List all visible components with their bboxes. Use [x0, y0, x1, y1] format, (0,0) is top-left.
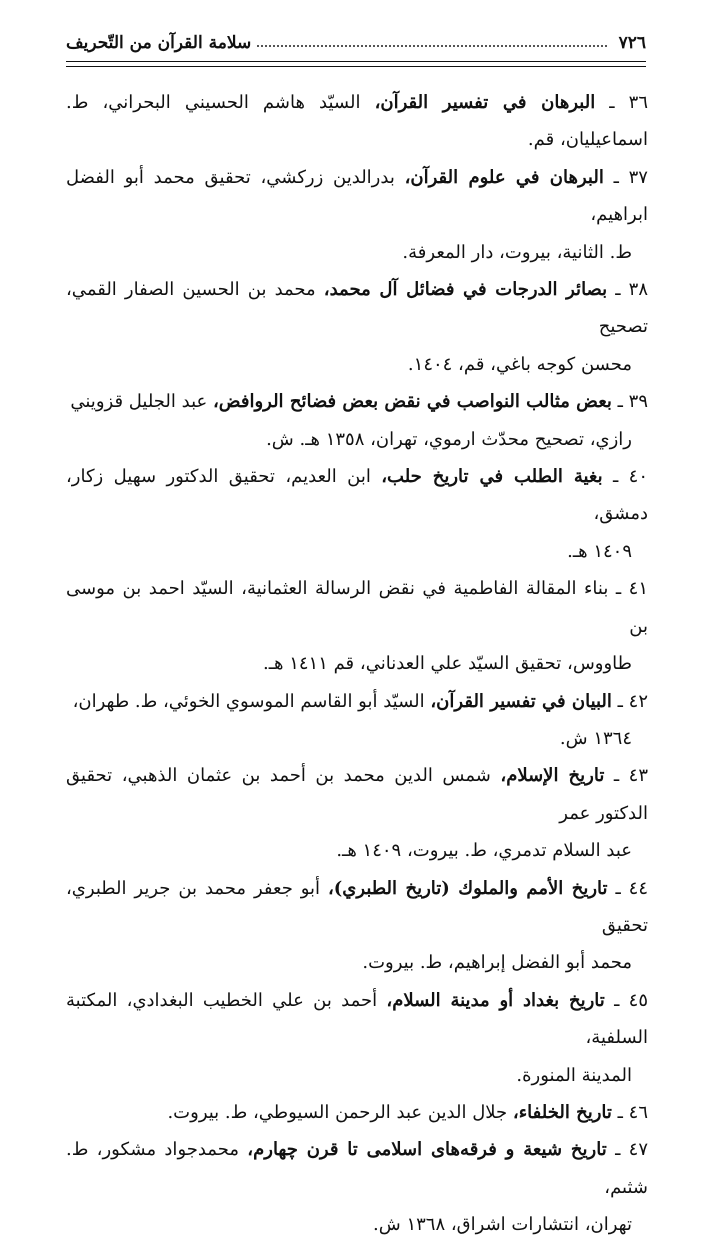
entry-title: البيان في تفسير القرآن، [430, 690, 612, 712]
entry-title: بصائر الدرجات في فضائل آل محمد، [323, 279, 608, 301]
entry-title: البرهان في تفسير القرآن، [374, 92, 596, 113]
entry-title: بغية الطلب في تاريخ حلب، [381, 466, 603, 488]
entry-continuation: تهران، انتشارات اشراق، ١٣٦٨ ش. [373, 1214, 632, 1236]
entry-continuation: محسن كوجه باغي، قم، ١٤٠٤. [407, 353, 632, 375]
entry-title: البرهان في علوم القرآن، [404, 166, 604, 188]
bibliography-entry [66, 84, 648, 159]
entry-title: تاريخ الخلفاء، [512, 1101, 612, 1123]
entry-continuation: طاووس، تحقيق السيّد علي العدناني، قم ١٤١١ هـ. [262, 653, 632, 675]
entry-continuation: محمد أبو الفضل إبراهيم، ط. بيروت. [362, 952, 632, 974]
entry-number: ٣٨ ـ [615, 279, 648, 301]
bibliography-entry [66, 271, 648, 383]
entry-title: بعض مثالب النواصب في نقض بعض فضائح الروافض، [212, 391, 612, 413]
entry-continuation: ١٤٠٩ هـ. [567, 540, 632, 562]
entry-details: أحمد بن علي الخطيب البغدادي، المكتبة السلفية، [66, 989, 648, 1049]
entry-continuation: رازي، تصحيح محدّث ارموي، تهران، ١٣٥٨ هـ. ش. [266, 428, 632, 450]
entry-details: شمس الدين محمد بن أحمد بن عثمان الذهبي، تحقيق الدكتور عمر [66, 765, 648, 824]
bibliography-entry [66, 570, 648, 682]
bibliography-entry [66, 757, 648, 869]
entry-title: تاريخ الأمم والملوك (تاريخ الطبري)، [327, 877, 608, 899]
entry-number: ٤٤ ـ [615, 877, 649, 899]
bibliography-entry [66, 159, 648, 271]
bibliography-entry [66, 383, 648, 458]
entry-details: محمدجواد مشكور، ط. شثىم، [66, 1139, 648, 1198]
entry-details: السيّد أبو القاسم الموسوي الخوئي، ط. طهران، [72, 690, 425, 712]
entry-title: تاريخ الإسلام، [500, 765, 605, 787]
entry-details: بدرالدين زركشي، تحقيق محمد أبو الفضل ابراهيم، [66, 166, 648, 226]
entry-number: ٣٧ ـ [613, 166, 648, 188]
entry-number: ٤٦ ـ [617, 1101, 648, 1123]
entry-details: ابن العديم، تحقيق الدكتور سهيل زكار، دمشق، [66, 466, 648, 525]
page-header [66, 30, 646, 56]
bibliography-entry [66, 1131, 648, 1243]
entry-number: ٤٢ ـ [617, 690, 648, 712]
header-rule-top [66, 61, 646, 62]
entry-title: تاريخ شيعة و فرقه‌هاى اسلامى تا قرن چهارم، [247, 1139, 607, 1161]
page-number: ٧٢٦ [618, 33, 646, 53]
entry-number: ٤٣ ـ [613, 765, 648, 787]
entry-continuation: عبد السلام تدمري، ط. بيروت، ١٤٠٩ هـ. [336, 840, 632, 862]
entry-details: بناء المقالة الفاطمية في نقض الرسالة العثمانية، السيّد احمد بن موسى بن [66, 578, 648, 637]
entry-number: ٤٠ ـ [613, 466, 648, 488]
entry-details: محمد بن الحسين الصفار القمي، تصحيح [66, 279, 648, 338]
bibliography-entry [66, 458, 648, 570]
entry-number: ٤٧ ـ [615, 1139, 648, 1161]
entry-number: ٣٩ ـ [617, 391, 648, 413]
entry-number: ٣٦ ـ [609, 92, 648, 113]
entry-details: أبو جعفر محمد بن جرير الطبري، تحقيق [66, 877, 648, 936]
entry-details: عبد الجليل قزويني [70, 391, 208, 413]
entry-number: ٤١ ـ [615, 578, 648, 600]
bibliography-entry [66, 870, 648, 982]
bibliography-entry [66, 683, 648, 758]
entry-number: ٤٥ ـ [614, 989, 649, 1011]
entry-continuation: ١٣٦٤ ش. [559, 727, 632, 749]
bibliography-entry [66, 982, 648, 1094]
entry-details: جلال الدين عبد الرحمن السيوطي، ط. بيروت. [167, 1101, 508, 1123]
running-title: سلامة القرآن من التّحريف [66, 33, 252, 53]
header-rule-bottom [66, 66, 646, 67]
bibliography-list [66, 84, 648, 1244]
entry-continuation: المدينة المنورة. [516, 1064, 632, 1086]
header-dot-leader [257, 45, 606, 47]
entry-continuation: ط. الثانية، بيروت، دار المعرفة. [402, 241, 632, 263]
entry-details: السيّد هاشم الحسيني البحراني، ط. اسماعيليان، قم. [66, 92, 648, 151]
entry-title: تاريخ بغداد أو مدينة السلام، [386, 989, 605, 1011]
bibliography-entry [66, 1094, 648, 1131]
